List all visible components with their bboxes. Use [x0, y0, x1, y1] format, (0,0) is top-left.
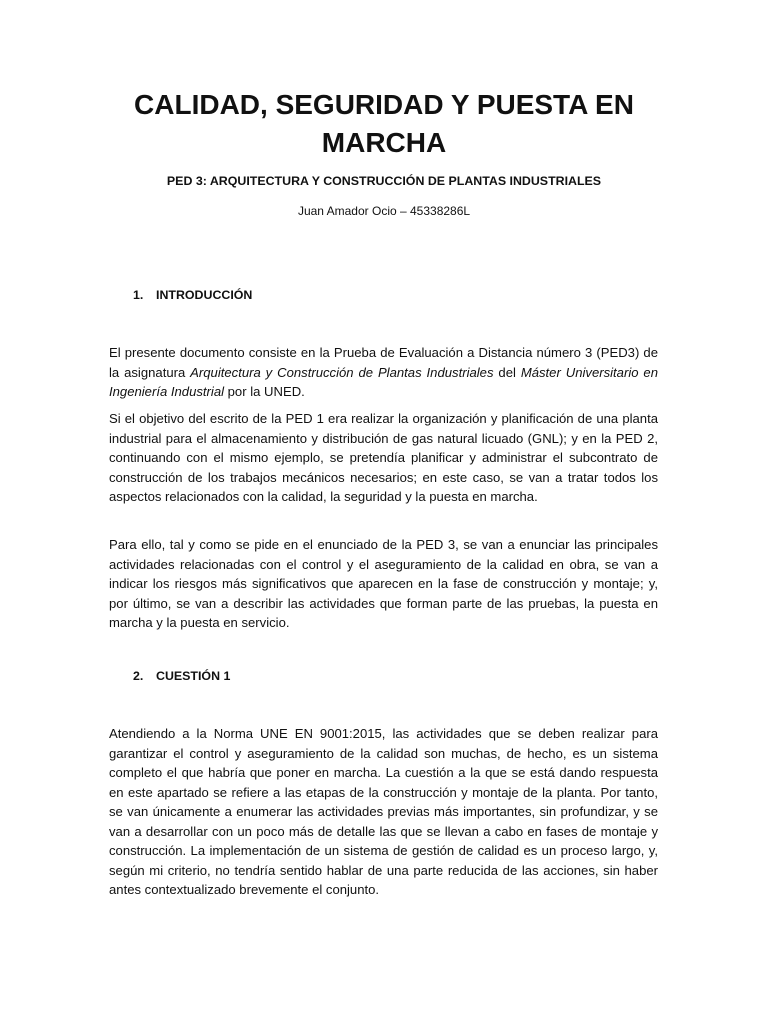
- cuestion-1-paragraph-1: Atendiendo a la Norma UNE EN 9001:2015, las actividades que se deben realizar para garantizar el control y aseguramiento de la calidad son muchas, de hecho, es un sistema completo el que habría que poner en marcha. La cuestión a la que se está dando respuesta en este apartado se refiere a las etapas de la construcción y montaje de la planta. Por tanto, se van únicamente a enumerar las actividades previas más importantes, sin profundizar, y se van a desarrollar con un poco más de detalle las que se llevan a cabo en fases de montaje y construcción. La implementación de un sistema de gestión de calidad es un proceso largo, y, según mi criterio, no tendría sentido hablar de una parte reducida de las acciones, sin haber antes contextualizado brevemente el conjunto.: [109, 726, 658, 897]
- paragraph-text: El presente documento consiste en la Prueba de Evaluación a Distancia número 3 (PED3) de la asignatura: [109, 345, 658, 380]
- intro-paragraph-1: [109, 343, 658, 402]
- section-number: 1.: [133, 288, 144, 302]
- document-subtitle: PED 3: ARQUITECTURA Y CONSTRUCCIÓN DE PLANTAS INDUSTRIALES: [166, 174, 602, 188]
- course-name: Arquitectura y Construcción de Plantas Industriales: [190, 364, 494, 380]
- document-title: CALIDAD, SEGURIDAD Y PUESTA EN MARCHA: [134, 89, 634, 158]
- intro-paragraph-3: Para ello, tal y como se pide en el enunciado de la PED 3, se van a enunciar las principales actividades relacionadas con el control y el aseguramiento de la calidad en obra, se van a indicar los riesgos más significativos que aparecen en la fase de construcción y montaje; y, por último, se van a describir las actividades que forman parte de las pruebas, la puesta en marcha y la puesta en servicio.: [109, 537, 658, 630]
- section-title: CUESTIÓN 1: [156, 669, 231, 683]
- document-author: Juan Amador Ocio – 45338286L: [297, 204, 471, 218]
- paragraph-text: por la UNED.: [224, 384, 305, 399]
- degree-name: Máster Universitario en Ingeniería Industrial: [109, 364, 658, 399]
- section-number: 2.: [133, 669, 144, 683]
- intro-paragraph-2: Si el objetivo del escrito de la PED 1 era realizar la organización y planificación de una planta industrial para el almacenamiento y distribución de gas natural licuado (GNL); y en la PED 2, continuando con el mismo ejemplo, se pretendía planificar y administrar el subcontrato de construcción de los trabajos mecánicos necesarios; en este caso, se van a tratar todos los aspectos relacionados con la calidad, la seguridad y la puesta en marcha.: [109, 411, 658, 504]
- section-heading-introduccion: [133, 286, 252, 304]
- section-title: INTRODUCCIÓN: [156, 288, 253, 302]
- paragraph-text: del: [493, 364, 521, 380]
- section-heading-cuestion-1: [133, 667, 230, 685]
